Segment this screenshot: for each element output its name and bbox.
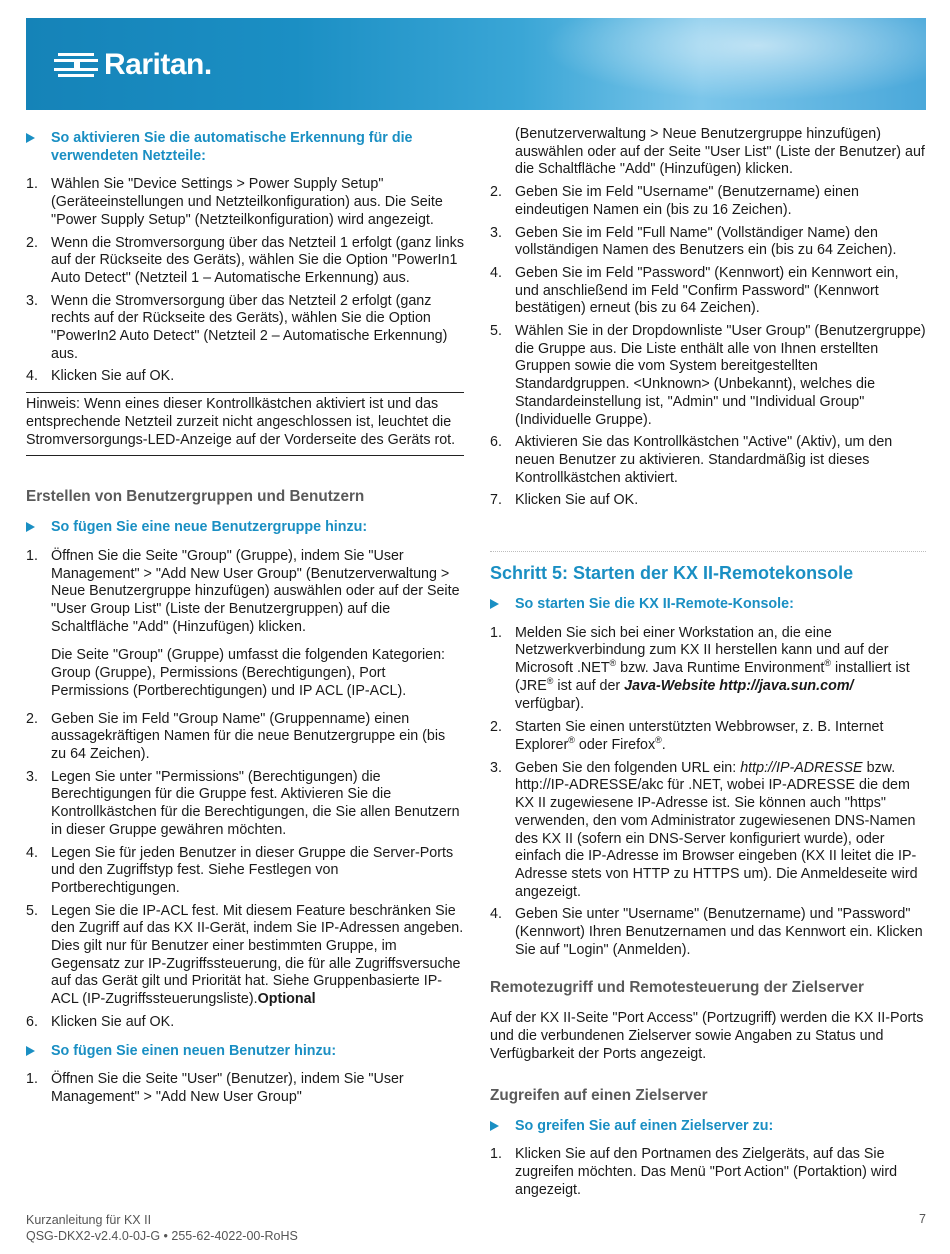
- list-item: 1. Melden Sie sich bei einer Workstation an, die eine Netzwerkverbindung zum KX II herstellen kann und auf der Microsoft .NET® bzw. Java Runtime Environment® installiert ist (JRE® ist auf der Java-Website http://java.sun.com/ verfügbar).: [490, 624, 910, 712]
- footer-line-1: Kurzanleitung für KX II: [26, 1213, 152, 1227]
- section-title-groups-users: Erstellen von Benutzergruppen und Benutzern: [26, 488, 365, 506]
- list-item: (Benutzerverwaltung > Neue Benutzergruppe hinzufügen) auswählen oder auf der Seite "User List" (Liste der Benutzer) auf die Schaltfläche "Add" (Hinzufügen) klicken.: [515, 126, 925, 178]
- auto-detect-steps: [26, 176, 464, 386]
- banner-glow: [506, 18, 926, 110]
- list-item: 2. Starten Sie einen unterstützten Webbrowser, z. B. Internet Explorer® oder Firefox®.: [490, 719, 884, 753]
- list-item: 1. Öffnen Sie die Seite "User" (Benutzer), indem Sie "User Management" > "Add New User Group": [26, 1071, 404, 1105]
- start-console-steps: [490, 625, 926, 960]
- step-subparagraph: Die Seite "Group" (Gruppe) umfasst die folgenden Kategorien: Group (Gruppe), Permissions (Berechtigungen), Port Permissions (Portberechtigungen) und IP ACL (IP-ACL).: [51, 647, 446, 699]
- procedure-arrow-icon: [490, 599, 499, 609]
- logo-text: Raritan.: [104, 48, 212, 81]
- remote-access-paragraph: Auf der KX II-Seite "Port Access" (Portzugriff) werden die KX II-Ports und die verbundenen Zielserver sowie Angaben zu Status und Verfügbarkeit der Ports angezeigt.: [490, 1010, 924, 1062]
- remote-access-title: Remotezugriff und Remotesteuerung der Zielserver: [490, 979, 864, 997]
- list-item: 3. Geben Sie im Feld "Full Name" (Vollständiger Name) den vollständigen Namen des Benutzers ein (bis zu 64 Zeichen).: [490, 224, 897, 259]
- procedure-heading-add-group: So fügen Sie eine neue Benutzergruppe hinzu:: [26, 519, 464, 537]
- access-target-steps: [490, 1146, 926, 1199]
- add-user-steps: [26, 1071, 464, 1106]
- procedure-heading-start-console: So starten Sie die KX II-Remote-Konsole:: [490, 596, 926, 614]
- left-column: [26, 130, 464, 1112]
- footer-doc-info: [26, 1212, 298, 1244]
- step5-title: Schritt 5: Starten der KX II-Remotekonsole: [490, 563, 854, 584]
- right-column: [490, 126, 926, 1204]
- list-item: 3. Legen Sie unter "Permissions" (Berechtigungen) die Berechtigungen für die Gruppe fest. Aktivieren Sie die Kontrollkästchen für die Berechtigungen, die Sie allen Benutzern in dieser Gruppe gewähren möchten.: [26, 768, 460, 838]
- procedure-heading-add-user: So fügen Sie einen neuen Benutzer hinzu:: [26, 1043, 464, 1061]
- page-number: 7: [919, 1212, 926, 1226]
- java-website-link[interactable]: Java-Website http://java.sun.com/: [624, 677, 854, 694]
- procedure-heading-auto-detect: So aktivieren Sie die automatische Erkennung für die verwendeten Netzteile:: [26, 130, 464, 165]
- list-item: 2. Geben Sie im Feld "Username" (Benutzername) einen eindeutigen Namen ein (bis zu 16 Zeichen).: [490, 184, 859, 218]
- ip-address-url: http://IP-ADRESSE: [740, 759, 863, 776]
- list-item: 4. Geben Sie im Feld "Password" (Kennwort) ein Kennwort ein, und anschließend im Feld "Confirm Password" (Kennwort bestätigen) erneut (bis zu 64 Zeichen).: [490, 264, 899, 317]
- note-box: Hinweis: Wenn eines dieser Kontrollkästchen aktiviert ist und das entsprechende Netzteil zurzeit nicht angeschlossen ist, leuchtet die Stromversorgungs-LED-Anzeige auf der Vorderseite des Geräts rot.: [26, 392, 464, 456]
- raritan-logo-icon: [54, 50, 100, 80]
- list-item: 3. Geben Sie den folgenden URL ein: http://IP-ADRESSE bzw. http://IP-ADRESSE/akc für .NET, wobei IP-ADRESSE die dem KX II zugewiesene IP-Adresse ist. Sie können auch "https" verwenden, den vom Administrator zugewiesenen DNS-Namen des KX II (sofern ein DNS-Server konfiguriert wurde), oder einfach die IP-Adresse im Browser eingeben (KX II leitet die IP-Adresse stets von HTTP zu HTTPS um). Die Anmeldeseite wird angezeigt.: [490, 759, 918, 900]
- list-item: 7. Klicken Sie auf OK.: [490, 492, 639, 509]
- add-group-steps: [26, 548, 464, 1032]
- list-item: 3. Wenn die Stromversorgung über das Netzteil 2 erfolgt (ganz rechts auf der Rückseite des Geräts), wählen Sie die Option "PowerIn2 Auto Detect" (Netzteil 2 – Automatische Erkennung) aus.: [26, 292, 448, 362]
- access-target-title: Zugreifen auf einen Zielserver: [490, 1086, 708, 1104]
- list-item: 6. Aktivieren Sie das Kontrollkästchen "Active" (Aktiv), um den neuen Benutzer zu aktivieren. Standardmäßig ist dieses Kontrollkästchen aktiviert.: [490, 434, 893, 486]
- procedure-arrow-icon: [490, 1121, 499, 1131]
- section-divider: [490, 551, 926, 552]
- list-item: 4. Legen Sie für jeden Benutzer in dieser Gruppe die Server-Ports und den Zugriffstyp fest. Siehe Festlegen von Portberechtigungen.: [26, 844, 454, 896]
- list-item: 1. Öffnen Sie die Seite "Group" (Gruppe), indem Sie "User Management" > "Add New User Group" (Benutzerverwaltung > Neue Benutzergruppe hinzufügen) auswählen oder auf der Seite "User Group List" (Liste der Benutzergruppen) auf die Schaltfläche "Add" (Hinzufügen) klicken. Die Seite "Group" (Gruppe) umfasst die folgenden Kategorien: Group (Gruppe), Permissions (Berechtigungen), Port Permissions (Portberechtigungen) und IP ACL (IP-ACL).: [26, 548, 464, 701]
- add-user-steps-continued: [490, 126, 926, 510]
- procedure-arrow-icon: [26, 522, 35, 532]
- list-item: 5. Legen Sie die IP-ACL fest. Mit diesem Feature beschränken Sie den Zugriff auf das KX II-Gerät, indem Sie IP-Adressen angeben. Dies gilt nur für Benutzer einer bestimmten Gruppe, im Gegensatz zur IP-Zugriffssteuerung, die für alle Zugriffsversuche auf das Gerät gilt und Priorität hat. Siehe Gruppenbasierte IP-ACL (IP-Zugriffssteuerungsliste).Optional: [26, 902, 464, 1008]
- header-banner: [26, 18, 926, 110]
- list-item: 4. Geben Sie unter "Username" (Benutzername) und "Password" (Kennwort) Ihren Benutzernamen und das Kennwort ein. Klicken Sie auf "Login" (Anmelden).: [490, 906, 923, 958]
- list-item: 2. Geben Sie im Feld "Group Name" (Gruppenname) einen aussagekräftigen Namen für die neue Benutzergruppe ein (bis zu 64 Zeichen).: [26, 710, 446, 762]
- list-item: 6. Klicken Sie auf OK.: [26, 1013, 175, 1030]
- list-item: 4. Klicken Sie auf OK.: [26, 368, 175, 385]
- procedure-arrow-icon: [26, 1046, 35, 1056]
- procedure-heading-access-target: So greifen Sie auf einen Zielserver zu:: [490, 1118, 926, 1136]
- list-item: 5. Wählen Sie in der Dropdownliste "User Group" (Benutzergruppe) die Gruppe aus. Die Liste enthält alle von Ihnen erstellten Gruppen sowie die vom System bereitgestellten Standardgruppen. <Unknown> (Unbekannt), welches die Standardeinstellung ist, "Admin" und "Individual Group" (Individuelle Gruppe).: [490, 323, 926, 428]
- footer-line-2: QSG-DKX2-v2.4.0-0J-G • 255-62-4022-00-RoHS: [26, 1229, 298, 1243]
- procedure-arrow-icon: [26, 133, 35, 143]
- list-item: 1. Klicken Sie auf den Portnamen des Zielgeräts, auf das Sie zugreifen möchten. Das Menü "Port Action" (Portaktion) wird angezeigt.: [490, 1146, 898, 1198]
- raritan-logo: [54, 48, 212, 82]
- list-item: 2. Wenn die Stromversorgung über das Netzteil 1 erfolgt (ganz links auf der Rückseite des Geräts), wählen Sie die Option "PowerIn1 Auto Detect" (Netzteil 1 – Automatische Erkennung) aus.: [26, 234, 464, 286]
- list-item: 1. Wählen Sie "Device Settings > Power Supply Setup" (Geräteeinstellungen und Netzteilkonfiguration) aus. Die Seite "Power Supply Setup" (Netzteilkonfiguration) wird angezeigt.: [26, 176, 443, 228]
